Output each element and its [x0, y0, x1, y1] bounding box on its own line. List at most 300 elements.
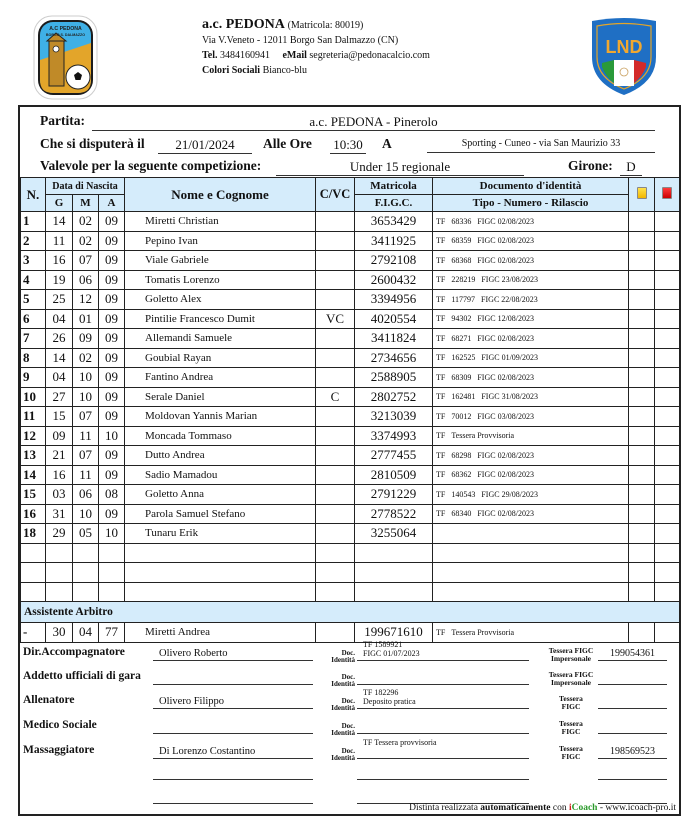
yellow-card-cell: [629, 270, 655, 290]
red-card-cell: [655, 543, 680, 563]
match-info: [20, 107, 679, 177]
birth-year: 08: [99, 485, 125, 505]
table-row: [21, 465, 680, 485]
table-row: [21, 329, 680, 349]
assistant-name: Miretti Andrea: [125, 623, 316, 643]
staff-role: Massaggiatore: [23, 744, 95, 756]
table-row: [21, 387, 680, 407]
captain-flag: [316, 290, 355, 310]
yellow-card-cell: [629, 290, 655, 310]
staff-role: Medico Sociale: [23, 719, 97, 731]
red-card-cell: [655, 563, 680, 583]
staff-role: Allenatore: [23, 694, 75, 706]
red-card-cell: [655, 524, 680, 544]
yellow-card-cell: [629, 563, 655, 583]
red-card-cell: [655, 348, 680, 368]
red-card-cell: [655, 485, 680, 505]
birth-day: 16: [46, 465, 73, 485]
birth-year: 09: [99, 329, 125, 349]
red-card-cell: [655, 504, 680, 524]
player-document: TF 140543 FIGC 29/08/2023: [433, 485, 629, 505]
girone-label: Girone:: [568, 158, 613, 173]
player-matricola: 2588905: [355, 368, 433, 388]
player-number: 10: [21, 387, 46, 407]
player-document: TF 68271 FIGC 02/08/2023: [433, 329, 629, 349]
captain-flag: [316, 543, 355, 563]
player-name: [125, 563, 316, 583]
player-matricola: 3653429: [355, 212, 433, 232]
birth-year: 09: [99, 387, 125, 407]
table-row: [21, 407, 680, 427]
player-number: [21, 543, 46, 563]
table-row: [21, 270, 680, 290]
player-matricola: 2810509: [355, 465, 433, 485]
player-name: Goletto Anna: [125, 485, 316, 505]
yellow-card-cell: [629, 543, 655, 563]
table-row: [21, 290, 680, 310]
player-matricola: 2778522: [355, 504, 433, 524]
player-number: 14: [21, 465, 46, 485]
table-row: [21, 524, 680, 544]
header-doc-detail: Tipo - Numero - Rilascio: [433, 195, 629, 212]
doc-identity-label: Doc. Identità: [331, 649, 355, 664]
player-document: TF 94302 FIGC 12/08/2023: [433, 309, 629, 329]
red-card-cell: [655, 368, 680, 388]
table-row: [21, 212, 680, 232]
birth-month: 02: [73, 348, 99, 368]
birth-day: 11: [46, 231, 73, 251]
player-number: 2: [21, 231, 46, 251]
table-header-row-1: [21, 178, 680, 195]
red-card-cell: [655, 290, 680, 310]
red-card-cell: [655, 426, 680, 446]
doc-identity-label: Doc. Identità: [331, 673, 355, 688]
yellow-card-cell: [629, 582, 655, 602]
svg-text:BORGO S. DALMAZZO: BORGO S. DALMAZZO: [45, 33, 86, 37]
captain-flag: [316, 348, 355, 368]
table-row: [21, 309, 680, 329]
doc-identity-label: Doc. Identità: [331, 722, 355, 737]
player-matricola: 2802752: [355, 387, 433, 407]
doc-identity-label: Doc. Identità: [331, 747, 355, 762]
player-number: 5: [21, 290, 46, 310]
birth-day: 15: [46, 407, 73, 427]
player-document: TF 68359 FIGC 02/08/2023: [433, 231, 629, 251]
captain-flag: [316, 329, 355, 349]
captain-flag: [316, 504, 355, 524]
player-document: TF Tessera Provvisoria: [433, 426, 629, 446]
assistant-referee-band: [21, 602, 680, 623]
player-number: [21, 563, 46, 583]
tessera-label: Tessera FIGC: [559, 719, 583, 736]
birth-year: 09: [99, 465, 125, 485]
header-cvc: C/VC: [316, 178, 355, 212]
staff-document: [357, 665, 529, 685]
player-document: TF 162525 FIGC 01/09/2023: [433, 348, 629, 368]
yellow-card-cell: [629, 348, 655, 368]
player-number: 7: [21, 329, 46, 349]
table-row: [21, 251, 680, 271]
red-card-cell: [655, 270, 680, 290]
yellow-card-cell: [629, 309, 655, 329]
player-number: 3: [21, 251, 46, 271]
birth-day: [46, 563, 73, 583]
club-email: segreteria@pedonacalcio.com: [309, 50, 430, 61]
birth-month: [73, 563, 99, 583]
table-row: [21, 368, 680, 388]
red-card-cell: [655, 446, 680, 466]
staff-name: Olivero Roberto: [153, 647, 313, 661]
player-number: 13: [21, 446, 46, 466]
staff-role: Addetto ufficiali di gara: [23, 670, 141, 682]
player-matricola: 3255064: [355, 524, 433, 544]
player-document: [433, 563, 629, 583]
table-row: [21, 426, 680, 446]
staff-tessera: [598, 720, 667, 734]
player-name: [125, 543, 316, 563]
birth-month: 02: [73, 231, 99, 251]
birth-day: 04: [46, 309, 73, 329]
player-matricola: 4020554: [355, 309, 433, 329]
staff-name: [153, 671, 313, 685]
player-document: TF 68340 FIGC 02/08/2023: [433, 504, 629, 524]
birth-month: 11: [73, 426, 99, 446]
birth-year: 09: [99, 251, 125, 271]
table-row: [21, 446, 680, 466]
birth-year: 09: [99, 407, 125, 427]
red-card-cell: [655, 387, 680, 407]
header-name: Nome e Cognome: [125, 178, 316, 212]
birth-month: 07: [73, 407, 99, 427]
player-number: 9: [21, 368, 46, 388]
yellow-card-cell: [629, 524, 655, 544]
table-row: [21, 563, 680, 583]
player-number: 11: [21, 407, 46, 427]
player-number: 1: [21, 212, 46, 232]
birth-day: 21: [46, 446, 73, 466]
captain-flag: [316, 270, 355, 290]
player-matricola: 2734656: [355, 348, 433, 368]
birth-day: 31: [46, 504, 73, 524]
birth-year: 09: [99, 231, 125, 251]
player-matricola: [355, 543, 433, 563]
birth-day: 14: [46, 212, 73, 232]
svg-text:LND: LND: [605, 37, 643, 57]
yellow-card-cell: [629, 446, 655, 466]
club-logo-icon: [33, 15, 98, 100]
staff-document: [357, 714, 529, 734]
birth-day: 09: [46, 426, 73, 446]
player-document: TF 68298 FIGC 02/08/2023: [433, 446, 629, 466]
table-row: [21, 582, 680, 602]
player-document: TF 68362 FIGC 02/08/2023: [433, 465, 629, 485]
lnd-logo-icon: [588, 15, 660, 97]
captain-flag: [316, 426, 355, 446]
captain-flag: [316, 446, 355, 466]
yellow-card-cell: [629, 387, 655, 407]
birth-day: [46, 582, 73, 602]
birth-year: 10: [99, 524, 125, 544]
svg-text:A.C PEDONA: A.C PEDONA: [49, 26, 82, 32]
red-card-cell: [655, 582, 680, 602]
club-phone: 3484160941: [219, 50, 270, 61]
birth-day: 25: [46, 290, 73, 310]
birth-month: 09: [73, 329, 99, 349]
girone-field: D: [620, 159, 642, 176]
header-figc: F.I.G.C.: [355, 195, 433, 212]
red-card-cell: [655, 231, 680, 251]
yellow-card-cell: [629, 329, 655, 349]
birth-month: [73, 543, 99, 563]
partita-field: a.c. PEDONA - Pinerolo: [92, 114, 655, 131]
player-rows: [21, 212, 680, 602]
player-number: [21, 582, 46, 602]
table-row: [21, 348, 680, 368]
player-name: Parola Samuel Stefano: [125, 504, 316, 524]
yellow-card-cell: [629, 504, 655, 524]
player-name: Viale Gabriele: [125, 251, 316, 271]
player-name: [125, 582, 316, 602]
staff-role: Dir.Accompagnatore: [23, 646, 125, 658]
player-name: Goubial Rayan: [125, 348, 316, 368]
staff-document: TF 182296 Deposito pratica: [357, 689, 529, 709]
captain-flag: [316, 231, 355, 251]
player-number: 12: [21, 426, 46, 446]
club-address: Via V.Veneto - 12011 Borgo San Dalmazzo (CN): [202, 35, 399, 46]
birth-month: 12: [73, 290, 99, 310]
birth-day: 16: [46, 251, 73, 271]
yellow-card-icon: [637, 187, 647, 199]
yellow-card-cell: [629, 465, 655, 485]
player-matricola: 3394956: [355, 290, 433, 310]
staff-name: Di Lorenzo Costantino: [153, 745, 313, 759]
birth-year: [99, 582, 125, 602]
players-table: [20, 177, 680, 643]
player-name: Miretti Christian: [125, 212, 316, 232]
player-document: [433, 524, 629, 544]
header-red-card: [655, 178, 680, 212]
red-card-cell: [655, 407, 680, 427]
player-name: Pintilie Francesco Dumit: [125, 309, 316, 329]
header-document: Documento d'identità: [433, 178, 629, 195]
birth-year: 09: [99, 446, 125, 466]
birth-month: 10: [73, 368, 99, 388]
birth-year: 09: [99, 290, 125, 310]
player-name: Allemandi Samuele: [125, 329, 316, 349]
assistant-document: TF Tessera Provvisoria: [433, 623, 629, 643]
birth-day: [46, 543, 73, 563]
birth-year: 09: [99, 212, 125, 232]
player-number: 15: [21, 485, 46, 505]
competition-field: Under 15 regionale: [276, 159, 524, 176]
assistant-matricola: 199671610: [355, 623, 433, 643]
captain-flag: [316, 465, 355, 485]
player-name: Sadio Mamadou: [125, 465, 316, 485]
yellow-card-cell: [629, 212, 655, 232]
player-name: Serale Daniel: [125, 387, 316, 407]
captain-flag: VC: [316, 309, 355, 329]
tessera-label: Tessera FIGC Impersonale: [548, 646, 594, 663]
player-matricola: 2791229: [355, 485, 433, 505]
captain-flag: [316, 251, 355, 271]
yellow-card-cell: [629, 368, 655, 388]
birth-year: [99, 543, 125, 563]
birth-month: 01: [73, 309, 99, 329]
player-matricola: 3411925: [355, 231, 433, 251]
player-name: Moncada Tommaso: [125, 426, 316, 446]
staff-name: Olivero Filippo: [153, 695, 313, 709]
birth-year: 09: [99, 348, 125, 368]
birth-year: 09: [99, 270, 125, 290]
table-row: [21, 485, 680, 505]
birth-day: 29: [46, 524, 73, 544]
player-document: TF 228219 FIGC 23/08/2023: [433, 270, 629, 290]
captain-flag: [316, 524, 355, 544]
birth-day: 27: [46, 387, 73, 407]
player-document: TF 68336 FIGC 02/08/2023: [433, 212, 629, 232]
document-header: [0, 0, 699, 105]
staff-name: [153, 720, 313, 734]
birth-month: 07: [73, 251, 99, 271]
player-document: TF 162481 FIGC 31/08/2023: [433, 387, 629, 407]
tessera-label: Tessera FIGC: [559, 694, 583, 711]
header-birth-date: Data di Nascita: [46, 178, 125, 195]
competition-label: Valevole per la seguente competizione:: [40, 158, 262, 173]
club-contacts: Tel. 3484160941 eMail segreteria@pedonacalcio.com: [202, 50, 430, 61]
captain-flag: [316, 212, 355, 232]
player-matricola: [355, 582, 433, 602]
time-label: Alle Ore: [263, 136, 312, 151]
captain-flag: C: [316, 387, 355, 407]
red-card-cell: [655, 465, 680, 485]
partita-label: Partita:: [40, 113, 85, 128]
captain-flag: [316, 582, 355, 602]
date-label: Che si disputerà il: [40, 136, 145, 151]
header-day: G: [46, 195, 73, 212]
player-name: Fantino Andrea: [125, 368, 316, 388]
birth-month: 10: [73, 504, 99, 524]
tessera-label: Tessera FIGC: [559, 744, 583, 761]
staff-tessera: [598, 671, 667, 685]
venue-label: A: [382, 136, 392, 151]
captain-flag: [316, 485, 355, 505]
red-card-icon: [662, 187, 672, 199]
player-name: Tomatis Lorenzo: [125, 270, 316, 290]
player-matricola: 2777455: [355, 446, 433, 466]
staff-tessera: 199054361: [598, 647, 667, 661]
table-row: [21, 543, 680, 563]
birth-year: 09: [99, 504, 125, 524]
birth-month: 06: [73, 485, 99, 505]
red-card-cell: [655, 212, 680, 232]
yellow-card-cell: [629, 485, 655, 505]
birth-year: [99, 563, 125, 583]
player-name: Goletto Alex: [125, 290, 316, 310]
team-sheet: [18, 105, 681, 816]
yellow-card-cell: [629, 251, 655, 271]
time-field: 10:30: [330, 137, 366, 154]
player-matricola: 3213039: [355, 407, 433, 427]
player-matricola: 3374993: [355, 426, 433, 446]
player-document: TF 70012 FIGC 03/08/2023: [433, 407, 629, 427]
birth-month: 10: [73, 387, 99, 407]
player-name: Dutto Andrea: [125, 446, 316, 466]
birth-year: 09: [99, 309, 125, 329]
birth-day: 14: [46, 348, 73, 368]
player-matricola: [355, 563, 433, 583]
staff-section: [20, 640, 679, 814]
captain-flag: [316, 407, 355, 427]
red-card-cell: [655, 309, 680, 329]
player-matricola: 2600432: [355, 270, 433, 290]
staff-tessera: 198569523: [598, 745, 667, 759]
header-number: N.: [21, 178, 46, 212]
header-yellow-card: [629, 178, 655, 212]
player-number: 4: [21, 270, 46, 290]
footer-credit: Distinta realizzata automaticamente con iCoach - www.icoach-pro.it: [409, 803, 676, 813]
staff-tessera: [598, 695, 667, 709]
player-document: TF 117797 FIGC 22/08/2023: [433, 290, 629, 310]
birth-month: 11: [73, 465, 99, 485]
header-year: A: [99, 195, 125, 212]
birth-year: 10: [99, 426, 125, 446]
yellow-card-cell: [629, 426, 655, 446]
staff-document: TF Tessera provvisoria: [357, 739, 529, 759]
birth-day: 04: [46, 368, 73, 388]
player-document: [433, 582, 629, 602]
player-document: TF 68309 FIGC 02/08/2023: [433, 368, 629, 388]
yellow-card-cell: [629, 407, 655, 427]
birth-month: [73, 582, 99, 602]
player-document: TF 68368 FIGC 02/08/2023: [433, 251, 629, 271]
red-card-cell: [655, 329, 680, 349]
birth-month: 06: [73, 270, 99, 290]
player-number: 16: [21, 504, 46, 524]
club-name: a.c. PEDONA: [202, 17, 285, 32]
player-matricola: 3411824: [355, 329, 433, 349]
tessera-label: Tessera FIGC Impersonale: [548, 670, 594, 687]
player-number: 8: [21, 348, 46, 368]
club-matricola: (Matricola: 80019): [287, 20, 364, 31]
captain-flag: [316, 563, 355, 583]
assistant-referee-label: Assistente Arbitro: [21, 602, 680, 623]
header-matricola: Matricola: [355, 178, 433, 195]
player-name: Tunaru Erik: [125, 524, 316, 544]
venue-field: Sporting - Cuneo - via San Maurizio 33: [427, 136, 655, 153]
player-name: Moldovan Yannis Marian: [125, 407, 316, 427]
player-matricola: 2792108: [355, 251, 433, 271]
player-number: 18: [21, 524, 46, 544]
birth-day: 03: [46, 485, 73, 505]
doc-identity-label: Doc. Identità: [331, 697, 355, 712]
club-colors: Colori Sociali Bianco-blu: [202, 65, 307, 76]
table-row: [21, 231, 680, 251]
assistant-referee-row: - 30 04 77 Miretti Andrea 199671610 TF Tessera Provvisoria: [21, 623, 680, 643]
staff-document: TF 1589921 FIGC 01/07/2023: [357, 641, 529, 661]
table-row: [21, 504, 680, 524]
birth-month: 07: [73, 446, 99, 466]
player-name: Pepino Ivan: [125, 231, 316, 251]
player-number: 6: [21, 309, 46, 329]
birth-day: 26: [46, 329, 73, 349]
captain-flag: [316, 368, 355, 388]
birth-year: 09: [99, 368, 125, 388]
birth-month: 05: [73, 524, 99, 544]
yellow-card-cell: [629, 231, 655, 251]
red-card-cell: [655, 251, 680, 271]
club-info: [202, 17, 430, 78]
date-field: 21/01/2024: [158, 137, 252, 154]
